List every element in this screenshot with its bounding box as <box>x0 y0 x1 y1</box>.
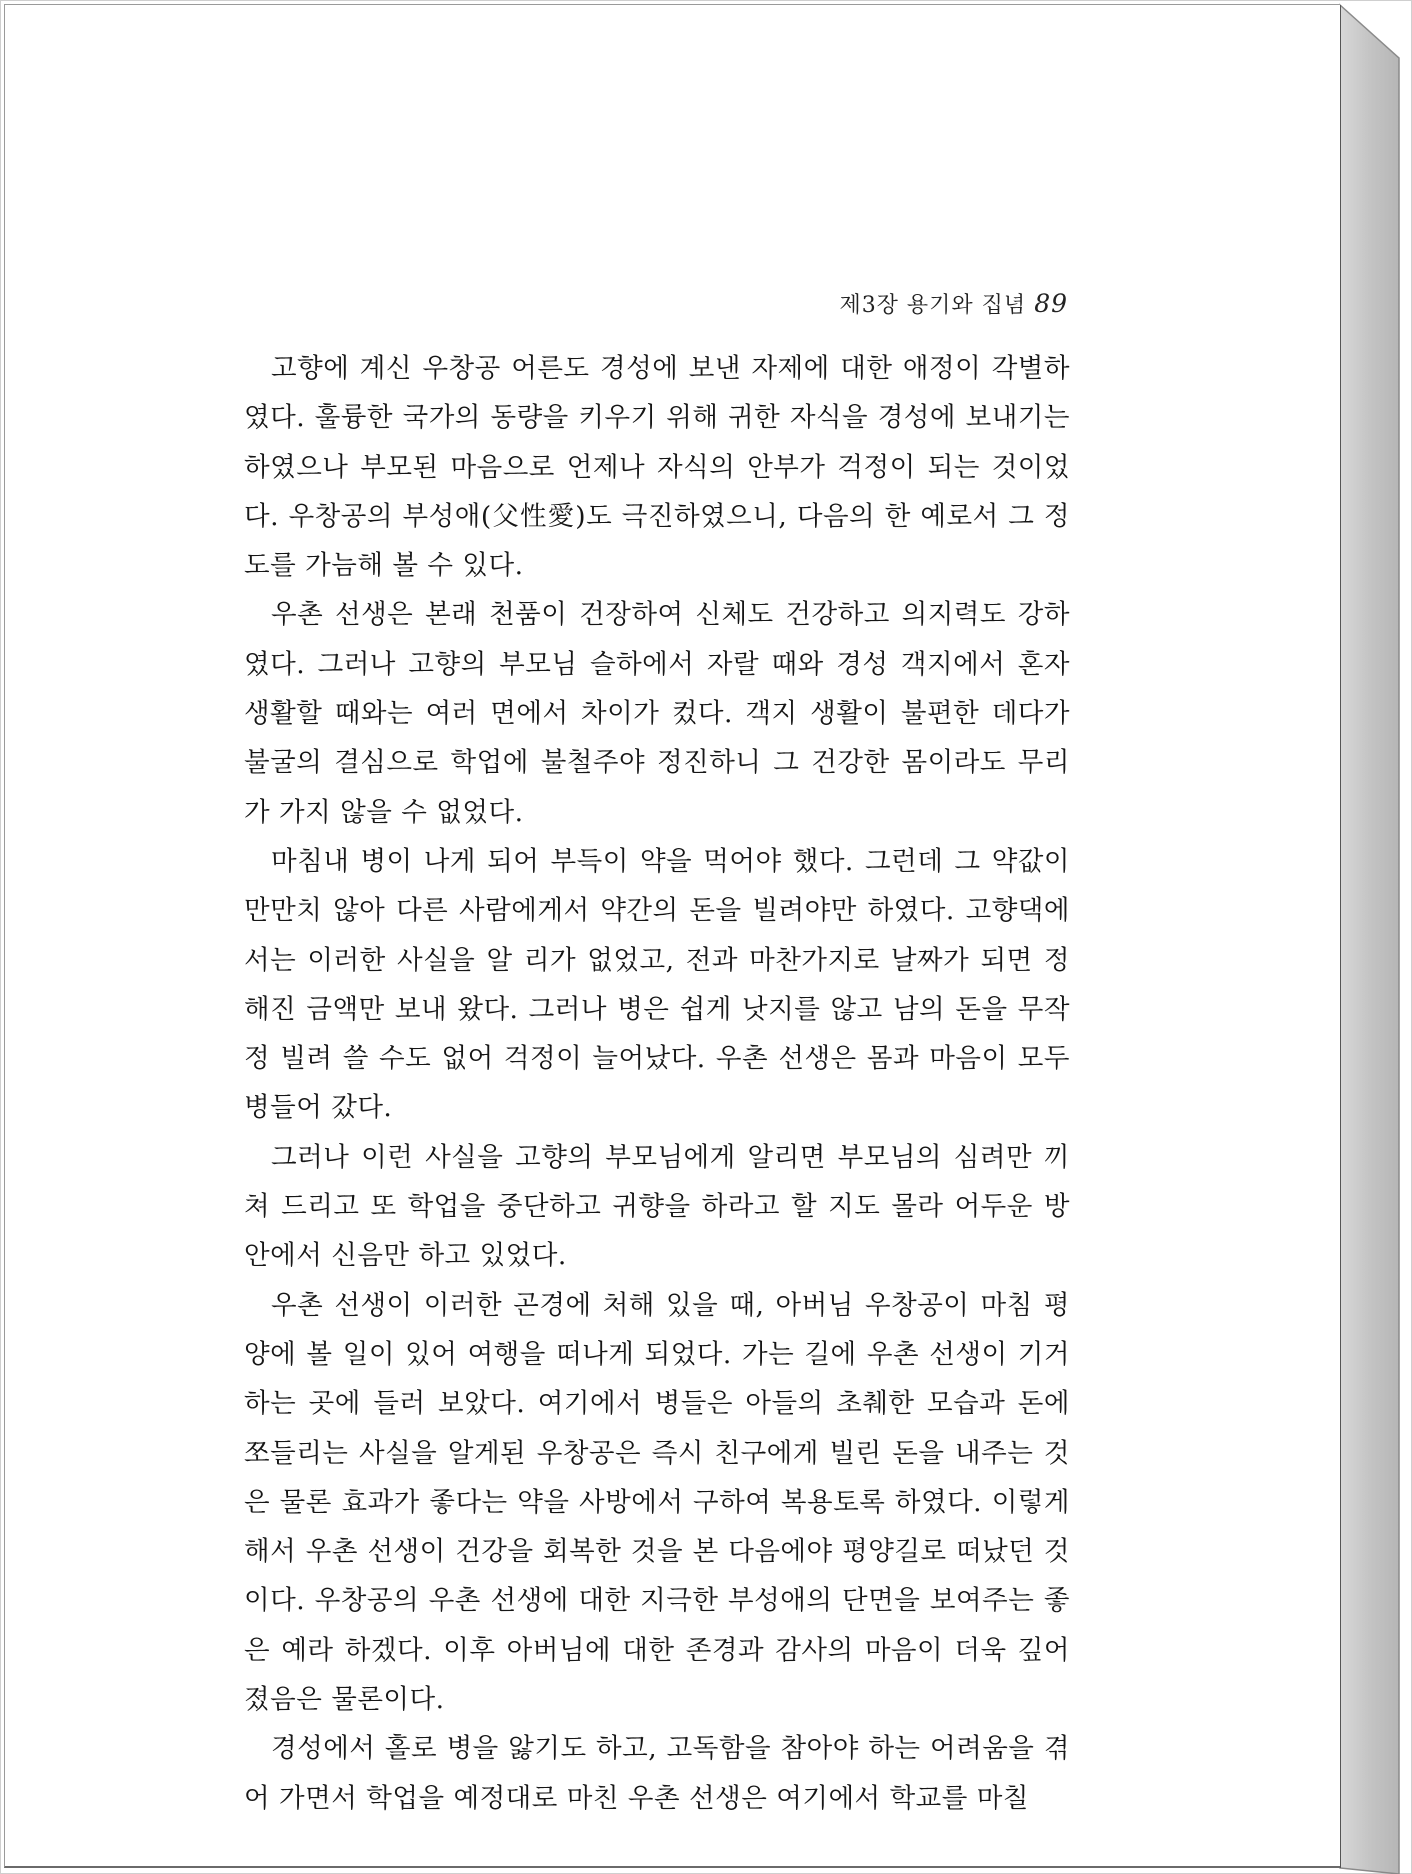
paragraph: 고향에 계신 우창공 어른도 경성에 보낸 자제에 대한 애정이 각별하였다. 훌륭한 국가의 동량을 키우기 위해 귀한 자식을 경성에 보내기는 하였으나 부모된 마음으로 언제나 자식의 안부가 걱정이 되는 것이었다. 우창공의 부성애(父性愛)도 극진하였으니, 다음의 한 예로서 그 정도를 가늠해 볼 수 있다. <box>244 353 1070 582</box>
chapter-title: 제3장 용기와 집념 <box>839 293 1027 318</box>
body-text <box>244 344 1070 1823</box>
paragraph: 우촌 선생이 이러한 곤경에 처해 있을 때, 아버님 우창공이 마침 평양에 볼 일이 있어 여행을 떠나게 되었다. 가는 길에 우촌 선생이 기거하는 곳에 들러 보았다. 여기에서 병들은 아들의 초췌한 모습과 돈에 쪼들리는 사실을 알게된 우창공은 즉시 친구에게 빌린 돈을 내주는 것은 물론 효과가 좋다는 약을 사방에서 구하여 복용토록 하였다. 이렇게 해서 우촌 선생이 건강을 회복한 것을 본 다음에야 평양길로 떠났던 것이다. 우창공의 우촌 선생에 대한 지극한 부성애의 단면을 보여주는 좋은 예라 하겠다. 이후 아버님에 대한 존경과 감사의 마음이 더욱 깊어졌음은 물론이다. <box>244 1289 1070 1716</box>
paragraph: 경성에서 홀로 병을 앓기도 하고, 고독함을 참아야 하는 어려움을 겪어 가면서 학업을 예정대로 마친 우촌 선생은 여기에서 학교를 마칠 <box>244 1733 1070 1814</box>
page-number: 89 <box>1034 289 1068 318</box>
paragraph: 우촌 선생은 본래 천품이 건장하여 신체도 건강하고 의지력도 강하였다. 그러나 고향의 부모님 슬하에서 자랄 때와 경성 객지에서 혼자 생활할 때와는 여러 면에서 차이가 컸다. 객지 생활이 불편한 데다가 불굴의 결심으로 학업에 불철주야 정진하니 그 건강한 몸이라도 무리가 가지 않을 수 없었다. <box>244 599 1070 828</box>
running-head <box>839 288 1068 319</box>
paragraph: 그러나 이런 사실을 고향의 부모님에게 알리면 부모님의 심려만 끼쳐 드리고 또 학업을 중단하고 귀향을 하라고 할 지도 몰라 어두운 방안에서 신음만 하고 있었다. <box>244 1141 1070 1272</box>
paragraph: 마침내 병이 나게 되어 부득이 약을 먹어야 했다. 그런데 그 약값이 만만치 않아 다른 사람에게서 약간의 돈을 빌려야만 하였다. 고향댁에서는 이러한 사실을 알 리가 없었고, 전과 마찬가지로 날짜가 되면 정해진 금액만 보내 왔다. 그러나 병은 쉽게 낫지를 않고 남의 돈을 무작정 빌려 쓸 수도 없어 걱정이 늘어났다. 우촌 선생은 몸과 마음이 모두 병들어 갔다. <box>244 845 1070 1124</box>
